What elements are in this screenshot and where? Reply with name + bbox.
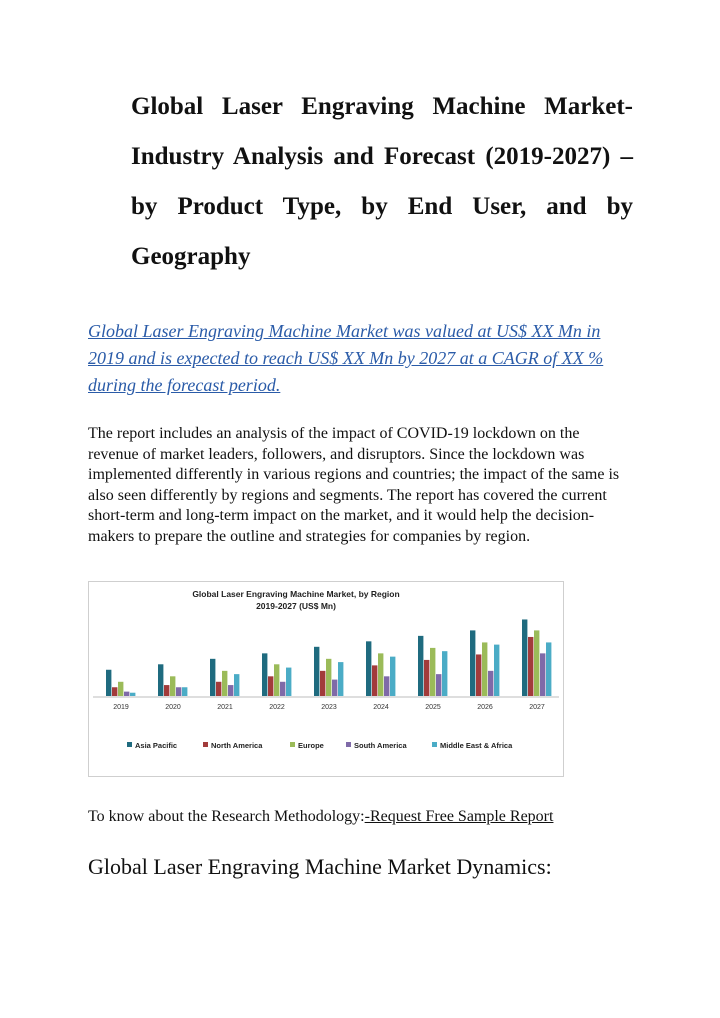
legend-swatch bbox=[346, 742, 351, 747]
legend-swatch bbox=[432, 742, 437, 747]
bar-2020-asia-pacific bbox=[158, 664, 163, 696]
chart-svg bbox=[89, 582, 563, 776]
bars-group bbox=[106, 619, 551, 696]
bar-2024-middle-east-africa bbox=[390, 657, 395, 696]
bar-2026-europe bbox=[482, 642, 487, 696]
bar-2019-south-america bbox=[124, 692, 129, 696]
legend-swatch bbox=[127, 742, 132, 747]
bar-2021-north-america bbox=[216, 682, 221, 696]
bar-2022-asia-pacific bbox=[262, 653, 267, 696]
chart-title: Global Laser Engraving Machine Market, by Region bbox=[192, 589, 400, 599]
bar-2024-south-america bbox=[384, 676, 389, 696]
bar-2026-asia-pacific bbox=[470, 630, 475, 696]
bar-2021-middle-east-africa bbox=[234, 674, 239, 696]
bar-2019-middle-east-africa bbox=[130, 693, 135, 696]
bar-2023-europe bbox=[326, 659, 331, 696]
bar-2024-europe bbox=[378, 653, 383, 696]
methodology-text: To know about the Research Methodology: bbox=[88, 808, 365, 825]
bar-2026-middle-east-africa bbox=[494, 645, 499, 696]
bar-2019-europe bbox=[118, 682, 123, 696]
bar-2023-asia-pacific bbox=[314, 647, 319, 696]
bar-2020-south-america bbox=[176, 687, 181, 696]
bar-2024-asia-pacific bbox=[366, 641, 371, 696]
bar-2019-asia-pacific bbox=[106, 670, 111, 696]
bar-2019-north-america bbox=[112, 687, 117, 696]
x-tick-label: 2025 bbox=[425, 704, 441, 711]
bar-2025-south-america bbox=[436, 674, 441, 696]
bar-2025-north-america bbox=[424, 660, 429, 696]
bar-2027-middle-east-africa bbox=[546, 642, 551, 696]
bar-2023-middle-east-africa bbox=[338, 662, 343, 696]
bar-2022-europe bbox=[274, 664, 279, 696]
bar-2025-middle-east-africa bbox=[442, 651, 447, 696]
bar-2021-south-america bbox=[228, 685, 233, 696]
methodology-line bbox=[88, 806, 633, 827]
bar-2027-asia-pacific bbox=[522, 619, 527, 696]
bar-2025-asia-pacific bbox=[418, 636, 423, 696]
bar-2020-north-america bbox=[164, 685, 169, 696]
request-sample-link[interactable]: -Request Free Sample Report bbox=[364, 808, 554, 825]
x-tick-label: 2023 bbox=[321, 704, 337, 711]
intro-link[interactable]: Global Laser Engraving Machine Market was valued at US$ XX Mn in 2019 and is expected to reach US$ XX Mn by 2027 at a CAGR of XX % during the forecast period. bbox=[88, 321, 604, 395]
legend-label: North America bbox=[211, 741, 263, 750]
x-tick-label: 2024 bbox=[373, 704, 389, 711]
bar-2027-north-america bbox=[528, 637, 533, 696]
x-tick-label: 2022 bbox=[269, 704, 285, 711]
legend-swatch bbox=[290, 742, 295, 747]
bar-2022-middle-east-africa bbox=[286, 668, 291, 696]
bar-2025-europe bbox=[430, 648, 435, 696]
x-tick-labels bbox=[113, 704, 545, 711]
bar-2027-europe bbox=[534, 630, 539, 696]
bar-2027-south-america bbox=[540, 653, 545, 696]
bar-2020-europe bbox=[170, 676, 175, 696]
chart-legend bbox=[127, 741, 513, 750]
market-chart bbox=[88, 581, 564, 777]
bar-2021-asia-pacific bbox=[210, 659, 215, 696]
section-heading: Global Laser Engraving Machine Market Dynamics: bbox=[88, 854, 552, 879]
x-tick-label: 2019 bbox=[113, 704, 129, 711]
document-title: Global Laser Engraving Machine Market-Industry Analysis and Forecast (2019-2027) – by Product Type, by End User, and by Geography bbox=[131, 93, 633, 270]
bar-2024-north-america bbox=[372, 665, 377, 696]
legend-label: Middle East & Africa bbox=[440, 741, 513, 750]
bar-2022-north-america bbox=[268, 676, 273, 696]
bar-2026-south-america bbox=[488, 671, 493, 696]
legend-label: Asia Pacific bbox=[135, 741, 178, 750]
x-tick-label: 2027 bbox=[529, 704, 545, 711]
bar-2023-north-america bbox=[320, 671, 325, 696]
chart-subtitle: 2019-2027 (US$ Mn) bbox=[256, 601, 336, 611]
bar-2026-north-america bbox=[476, 654, 481, 696]
legend-label: South America bbox=[354, 741, 407, 750]
x-tick-label: 2021 bbox=[217, 704, 233, 711]
body-paragraph: The report includes an analysis of the impact of COVID-19 lockdown on the revenue of market leaders, followers, and disruptors. Since the lockdown was implemented differently in various regions and countries; the impact of the same is also seen differently by regions and segments. The report has covered the current short-term and long-term impact on the market, and it would help the decision-makers to prepare the outline and strategies for companies by region. bbox=[88, 425, 620, 545]
legend-swatch bbox=[203, 742, 208, 747]
bar-2021-europe bbox=[222, 671, 227, 696]
bar-2022-south-america bbox=[280, 682, 285, 696]
legend-label: Europe bbox=[298, 741, 324, 750]
bar-2023-south-america bbox=[332, 680, 337, 696]
bar-2020-middle-east-africa bbox=[182, 687, 187, 696]
x-tick-label: 2026 bbox=[477, 704, 493, 711]
x-tick-label: 2020 bbox=[165, 704, 181, 711]
